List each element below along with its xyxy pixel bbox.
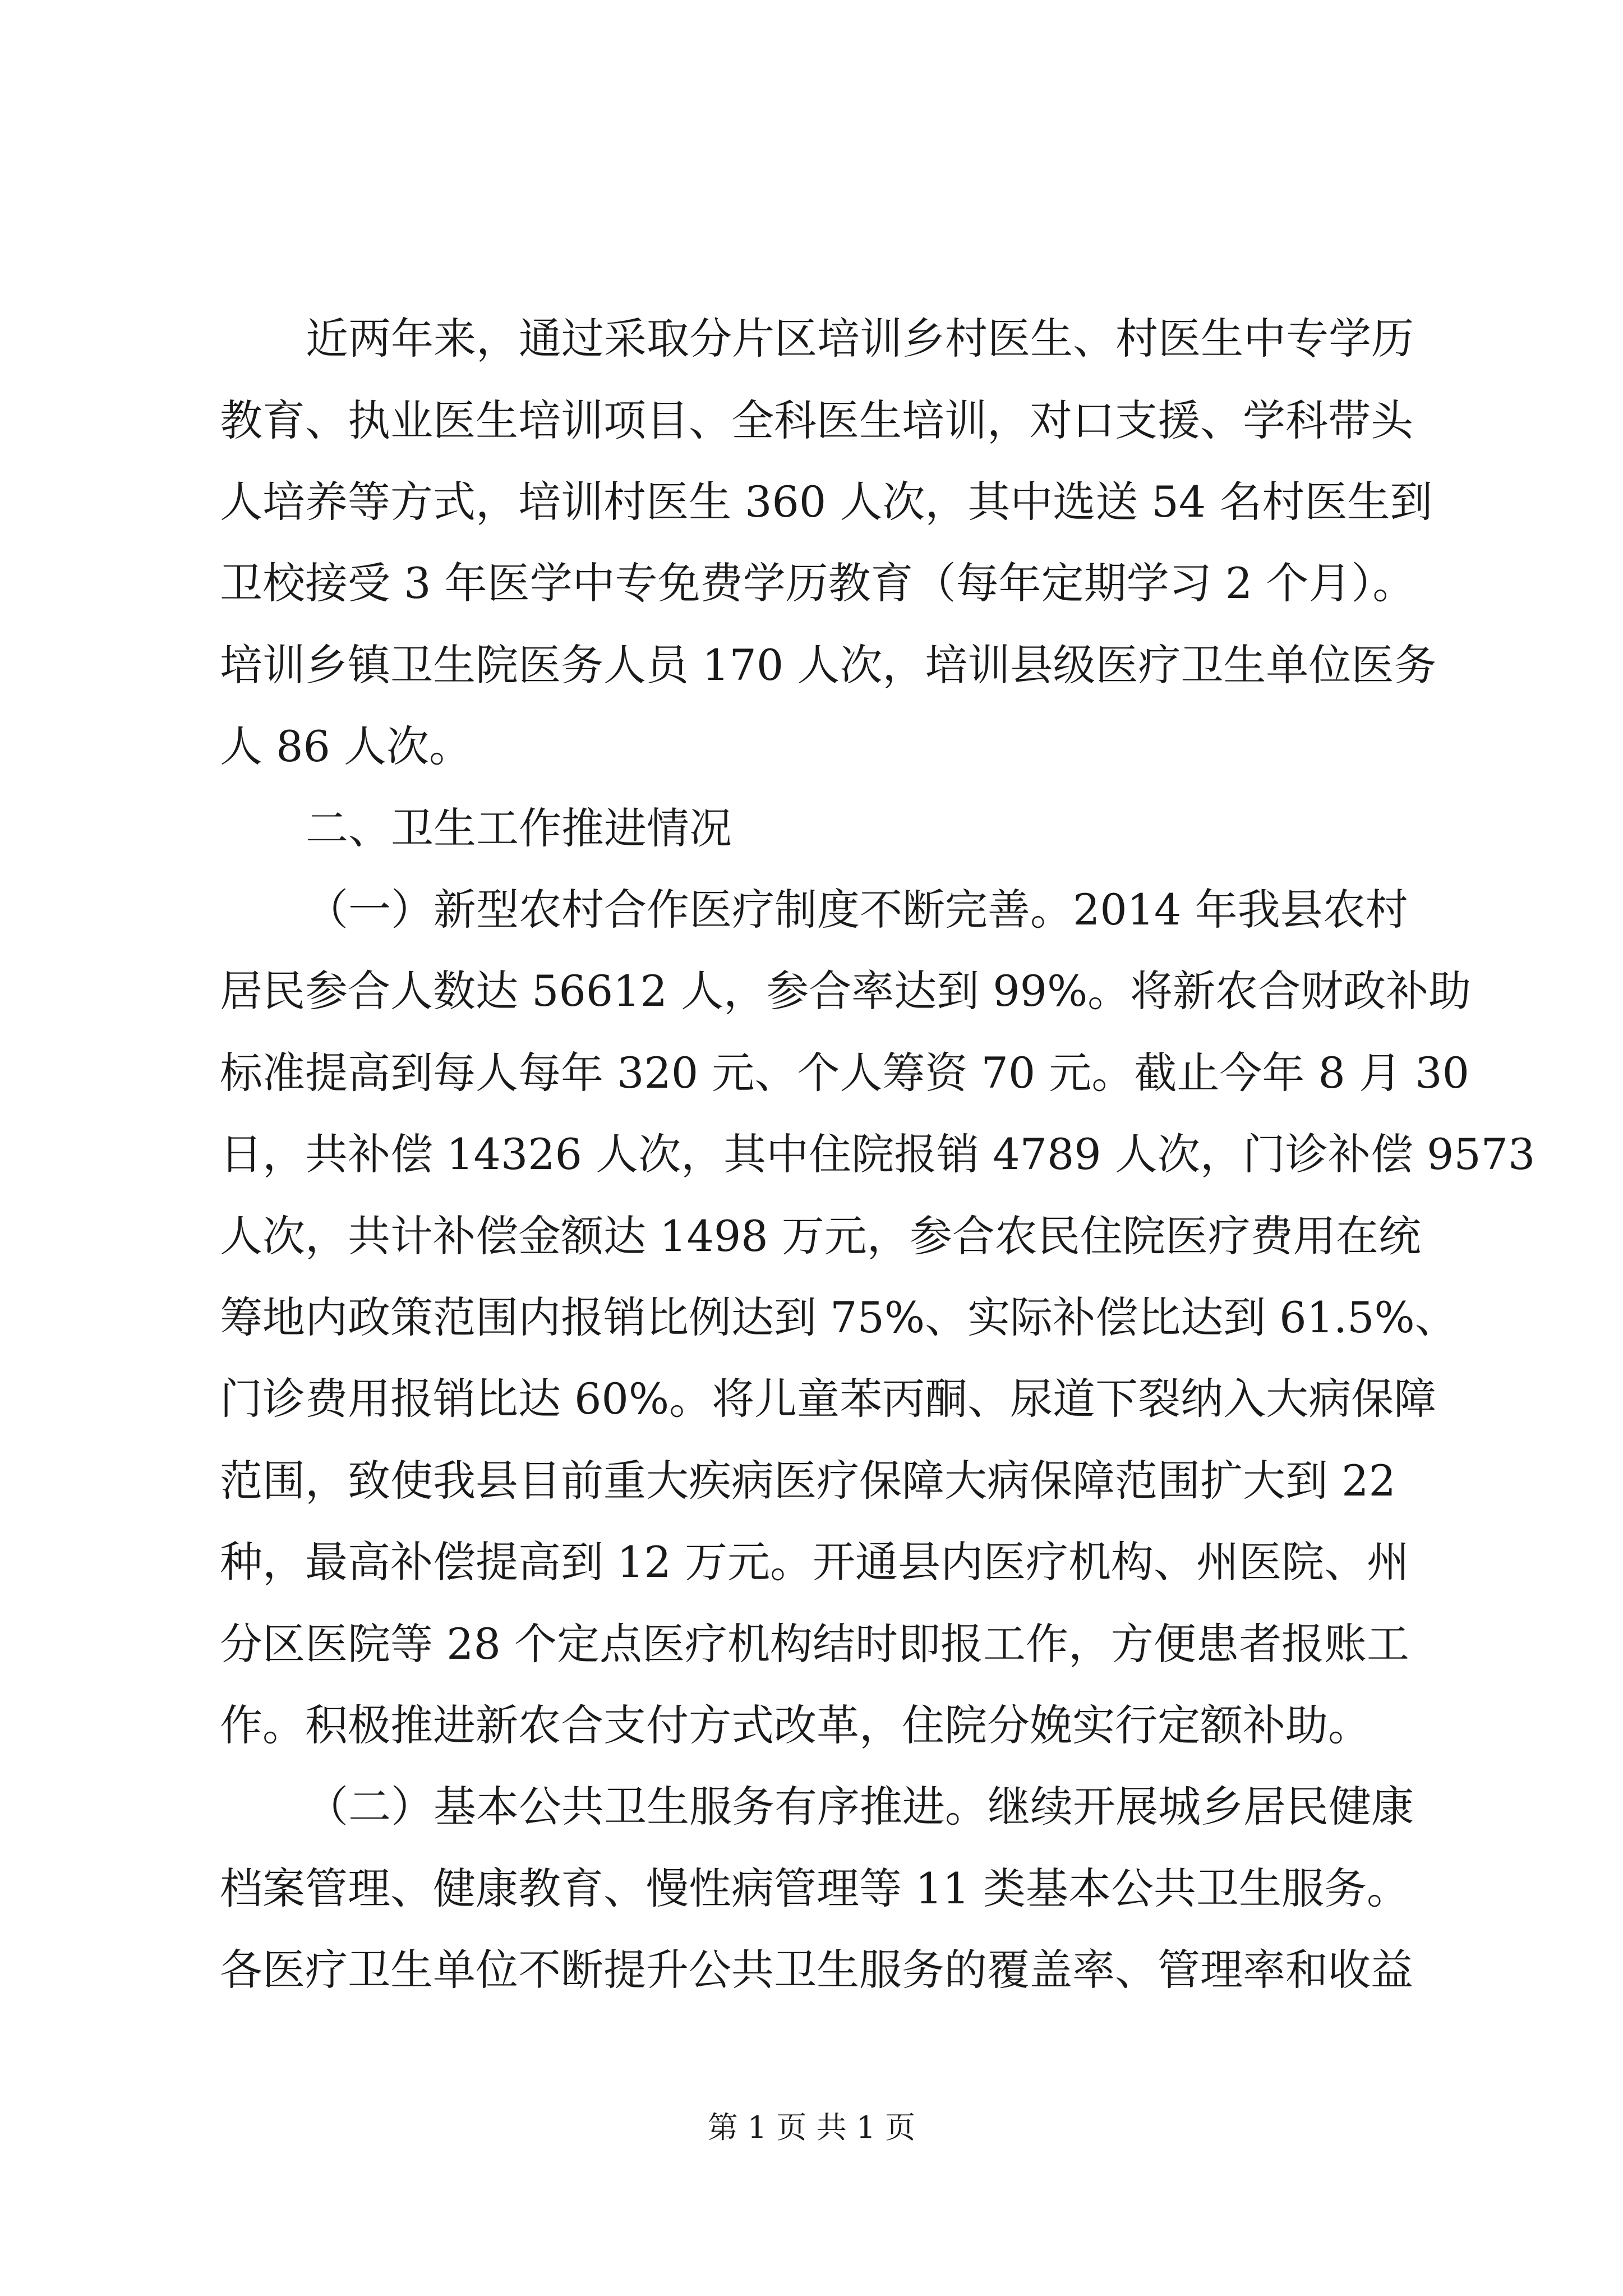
text-line: 近两年来，通过采取分片区培训乡村医生、村医生中专学历 — [306, 314, 1414, 364]
text-line: 档案管理、健康教育、慢性病管理等 11 类基本公共卫生服务。 — [220, 1864, 1410, 1913]
page-footer: 第 1 页 共 1 页 — [707, 2110, 916, 2145]
text-line: 作。积极推进新农合支付方式改革，住院分娩实行定额补助。 — [220, 1700, 1371, 1750]
text-line: 培训乡镇卫生院医务人员 170 人次，培训县级医疗卫生单位医务 — [220, 640, 1437, 690]
text-line: 卫校接受 3 年医学中专免费学历教育（每年定期学习 2 个月）。 — [220, 558, 1415, 608]
text-line: 人次，共计补偿金额达 1498 万元，参合农民住院医疗费用在统 — [220, 1211, 1421, 1261]
section-heading: 二、卫生工作推进情况 — [306, 803, 732, 853]
text-line: 人培养等方式，培训村医生 360 人次，其中选送 54 名村医生到 — [220, 477, 1433, 527]
text-line: 教育、执业医生培训项目、全科医生培训，对口支援、学科带头 — [220, 395, 1413, 445]
text-line: 门诊费用报销比达 60%。将儿童苯丙酮、尿道下裂纳入大病保障 — [220, 1374, 1437, 1424]
text-line: 种，最高补偿提高到 12 万元。开通县内医疗机构、州医院、州 — [220, 1537, 1410, 1587]
text-line: （一）新型农村合作医疗制度不断完善。2014 年我县农村 — [306, 885, 1408, 935]
text-line: 筹地内政策范围内报销比例达到 75%、实际补偿比达到 61.5%、 — [220, 1292, 1458, 1342]
text-line: 各医疗卫生单位不断提升公共卫生服务的覆盖率、管理率和收益 — [220, 1945, 1413, 1995]
text-line: （二）基本公共卫生服务有序推进。继续开展城乡居民健康 — [306, 1782, 1414, 1832]
text-line: 日，共补偿 14326 人次，其中住院报销 4789 人次，门诊补偿 9573 — [220, 1129, 1536, 1179]
text-line: 标准提高到每人每年 320 元、个人筹资 70 元。截止今年 8 月 30 — [220, 1048, 1469, 1098]
text-line: 分区医院等 28 个定点医疗机构结时即报工作，方便患者报账工 — [220, 1619, 1410, 1669]
text-line: 居民参合人数达 56612 人，参合率达到 99%。将新农合财政补助 — [220, 966, 1472, 1016]
text-line: 人 86 人次。 — [220, 721, 472, 771]
text-line: 范围，致使我县目前重大疾病医疗保障大病保障范围扩大到 22 — [220, 1456, 1396, 1506]
